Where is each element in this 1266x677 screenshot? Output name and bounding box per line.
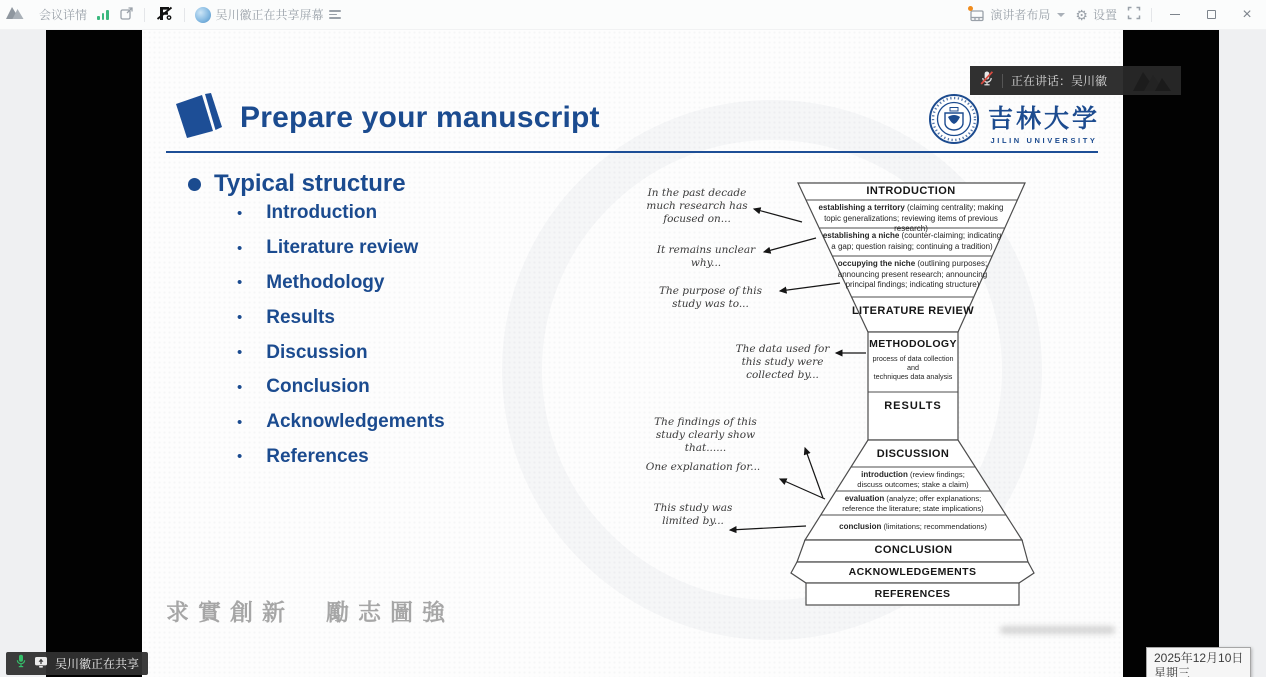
section-introduction: INTRODUCTION xyxy=(866,185,956,197)
bullet-icon: • xyxy=(237,204,243,222)
settings-label: 设置 xyxy=(1092,8,1117,22)
bullet-icon: • xyxy=(237,309,243,327)
titlebar xyxy=(0,0,1266,30)
book-icon xyxy=(172,92,222,144)
network-signal-icon xyxy=(97,9,109,20)
bullet-icon: • xyxy=(237,274,243,292)
intro-row-territory: establishing a territory (claiming centrality; making topic generalizations; reviewing items of previous research) xyxy=(818,203,1004,233)
titlebar-left xyxy=(6,4,341,26)
university-brand xyxy=(928,93,1100,150)
section-results: RESULTS xyxy=(884,400,942,412)
mic-on-icon xyxy=(15,654,27,673)
bullet-icon: • xyxy=(237,239,243,257)
outline-list xyxy=(237,196,445,474)
screen-share-icon xyxy=(34,655,48,673)
university-name-en: JILIN UNIVERSITY xyxy=(990,135,1098,145)
list-item: • Introduction xyxy=(237,202,378,224)
sharer-status-label: 吴川徽正在共享屏幕 xyxy=(215,8,324,22)
section-references: REFERENCES xyxy=(874,588,951,600)
titlebar-right xyxy=(969,4,1260,26)
sharer-avatar xyxy=(195,7,211,23)
section-literature-review: LITERATURE REVIEW xyxy=(851,305,975,317)
university-motto: 求實創新 勵志圖強 xyxy=(166,599,454,626)
meeting-details-button[interactable] xyxy=(39,6,87,23)
annotation-past-decade: In the past decade much research has focused on... xyxy=(646,187,748,225)
list-item: • Conclusion xyxy=(237,376,370,398)
maximize-button[interactable] xyxy=(1198,4,1224,26)
slide-footer-smudge xyxy=(1000,626,1115,634)
bullet-icon: • xyxy=(237,344,243,362)
list-item: • Methodology xyxy=(237,271,385,293)
annotation-unclear-why: It remains unclear why... xyxy=(656,244,756,269)
discussion-row-evaluation: evaluation (analyze; offer explanations; reference the literature; state implications) xyxy=(842,494,984,513)
speaking-banner xyxy=(970,66,1181,95)
titlebar-divider xyxy=(1151,8,1152,22)
docs-app-icon[interactable] xyxy=(155,4,174,26)
discussion-row-conclusion: conclusion (limitations; recommendations) xyxy=(839,522,987,531)
gear-icon: ⚙ xyxy=(1075,6,1088,23)
banner-watermark-icon xyxy=(1129,69,1173,97)
sharing-indicator-badge xyxy=(6,652,148,675)
section-conclusion: CONCLUSION xyxy=(874,544,953,556)
list-item: • Results xyxy=(237,306,335,328)
banner-divider xyxy=(1002,74,1003,88)
outline-heading-label: Typical structure xyxy=(214,170,406,197)
sharer-status-chip[interactable] xyxy=(195,6,341,23)
title-underline xyxy=(166,151,1098,153)
paper-structure-diagram xyxy=(630,178,1050,610)
sharing-label: 吴川徽正在共享 xyxy=(55,657,140,671)
notification-dot xyxy=(968,6,973,11)
outline-heading xyxy=(188,170,406,198)
slide-title: Prepare your manuscript xyxy=(240,101,600,134)
meeting-brand-icon xyxy=(6,6,29,23)
list-item: • References xyxy=(237,445,369,467)
bullet-icon: • xyxy=(237,448,243,466)
list-item: • Literature review xyxy=(237,237,419,259)
speaking-label: 正在讲话：吴川徽 xyxy=(1011,74,1108,88)
date-tooltip xyxy=(1146,647,1251,677)
bullet-icon: • xyxy=(237,378,243,396)
annotation-purpose: The purpose of this study was to... xyxy=(658,285,763,310)
discussion-row-introduction: introduction (review findings; discuss outcomes; stake a claim) xyxy=(857,470,969,489)
titlebar-divider xyxy=(144,8,145,22)
bullet-dot-icon xyxy=(188,178,201,191)
intro-row-niche: establishing a niche (counter-claiming; indicating a gap; question raising; continuing a tradition) xyxy=(822,231,1002,251)
layout-icon xyxy=(969,8,985,22)
layout-selector[interactable] xyxy=(969,6,1065,23)
list-item: • Acknowledgements xyxy=(237,411,445,433)
university-name-cn: 吉林大学 xyxy=(988,103,1101,133)
annotation-data-used: The data used for this study were collected by... xyxy=(735,343,830,381)
university-names xyxy=(988,99,1100,145)
section-acknowledgements: ACKNOWLEDGEMENTS xyxy=(848,566,977,578)
bullet-icon: • xyxy=(237,413,243,431)
meeting-details-label: 会议详情 xyxy=(39,8,88,22)
annotation-explanation: One explanation for... xyxy=(645,461,761,473)
tooltip-date: 2025年12月10日 xyxy=(1154,651,1244,665)
slide xyxy=(142,30,1123,677)
mic-muted-icon xyxy=(979,70,994,91)
intro-row-occupying: occupying the niche (outlining purposes; announcing present research; announcing principal findings; indicating structure) xyxy=(837,259,988,289)
share-window-icon[interactable] xyxy=(119,6,134,24)
methodology-notes: process of data collection and techniques data analysis xyxy=(872,354,954,381)
university-seal-icon xyxy=(928,93,980,150)
titlebar-divider xyxy=(184,8,185,22)
annotation-findings: The findings of this study clearly show that...... xyxy=(654,416,757,454)
annotation-limited: This study was limited by... xyxy=(653,502,733,527)
fullscreen-button[interactable] xyxy=(1127,6,1141,23)
tooltip-weekday: 星期三 xyxy=(1154,666,1191,677)
settings-button[interactable] xyxy=(1075,6,1117,23)
chevron-down-icon xyxy=(1057,13,1065,17)
share-list-icon[interactable] xyxy=(329,8,341,21)
section-discussion: DISCUSSION xyxy=(876,448,950,460)
minimize-button[interactable] xyxy=(1162,4,1188,26)
layout-label: 演讲者布局 xyxy=(990,8,1051,22)
section-methodology: METHODOLOGY xyxy=(869,338,957,350)
close-button[interactable]: × xyxy=(1242,5,1252,23)
list-item: • Discussion xyxy=(237,341,368,363)
slide-title-row xyxy=(172,92,600,144)
